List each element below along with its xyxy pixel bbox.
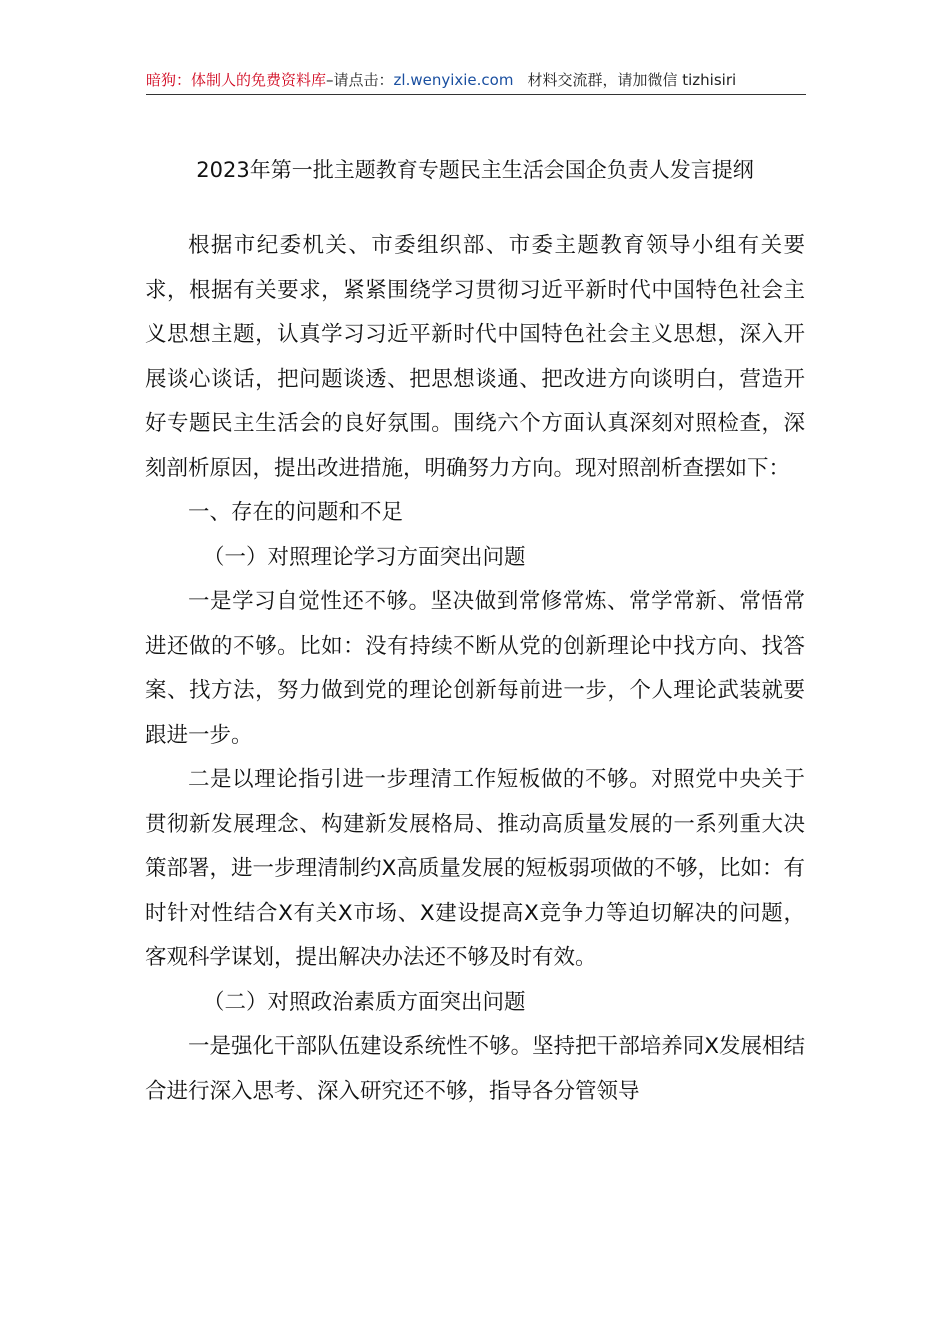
header-brand: 暗狗：体制人的免费资料库 bbox=[146, 71, 327, 89]
header-url-link[interactable]: zl.wenyixie.com bbox=[393, 71, 514, 89]
document-body bbox=[145, 224, 805, 1114]
watermark-header bbox=[146, 66, 806, 95]
subsection-heading: （二）对照政治素质方面突出问题 bbox=[203, 989, 526, 1015]
header-prompt: –请点击： bbox=[326, 71, 394, 89]
body-paragraph: 一是学习自觉性还不够。坚决做到常修常炼、常学常新、常悟常进还做的不够。比如：没有持续不断从党的创新理论中找方向、找答案、找方法，努力做到党的理论创新每前进一步，个人理论武装就要跟进一步。 bbox=[145, 589, 805, 748]
body-paragraph: 一是强化干部队伍建设系统性不够。坚持把干部培养同X发展相结合进行深入思考、深入研究还不够，指导各分管领导 bbox=[145, 1034, 805, 1104]
subsection-heading: （一）对照理论学习方面突出问题 bbox=[203, 544, 526, 570]
header-note: 材料交流群，请加微信 tizhisiri bbox=[527, 71, 737, 89]
intro-paragraph: 根据市纪委机关、市委组织部、市委主题教育领导小组有关要求，根据有关要求，紧紧围绕学习贯彻习近平新时代中国特色社会主义思想主题，认真学习习近平新时代中国特色社会主义思想，深入开展谈心谈话，把问题谈透、把思想谈通、把改进方向谈明白，营造开好专题民主生活会的良好氛围。围绕六个方面认真深刻对照检查，深刻剖析原因，提出改进措施，明确努力方向。现对照剖析查摆如下： bbox=[145, 233, 805, 481]
section-heading: 一、存在的问题和不足 bbox=[188, 500, 404, 525]
document-title: 2023年第一批主题教育专题民主生活会国企负责人发言提纲 bbox=[196, 158, 754, 182]
body-paragraph: 二是以理论指引进一步理清工作短板做的不够。对照党中央关于贯彻新发展理念、构建新发展格局、推动高质量发展的一系列重大决策部署，进一步理清制约X高质量发展的短板弱项做的不够，比如：有时针对性结合X有关X市场、X建设提高X竞争力等迫切解决的问题，客观科学谋划，提出解决办法还不够及时有效。 bbox=[145, 767, 805, 970]
